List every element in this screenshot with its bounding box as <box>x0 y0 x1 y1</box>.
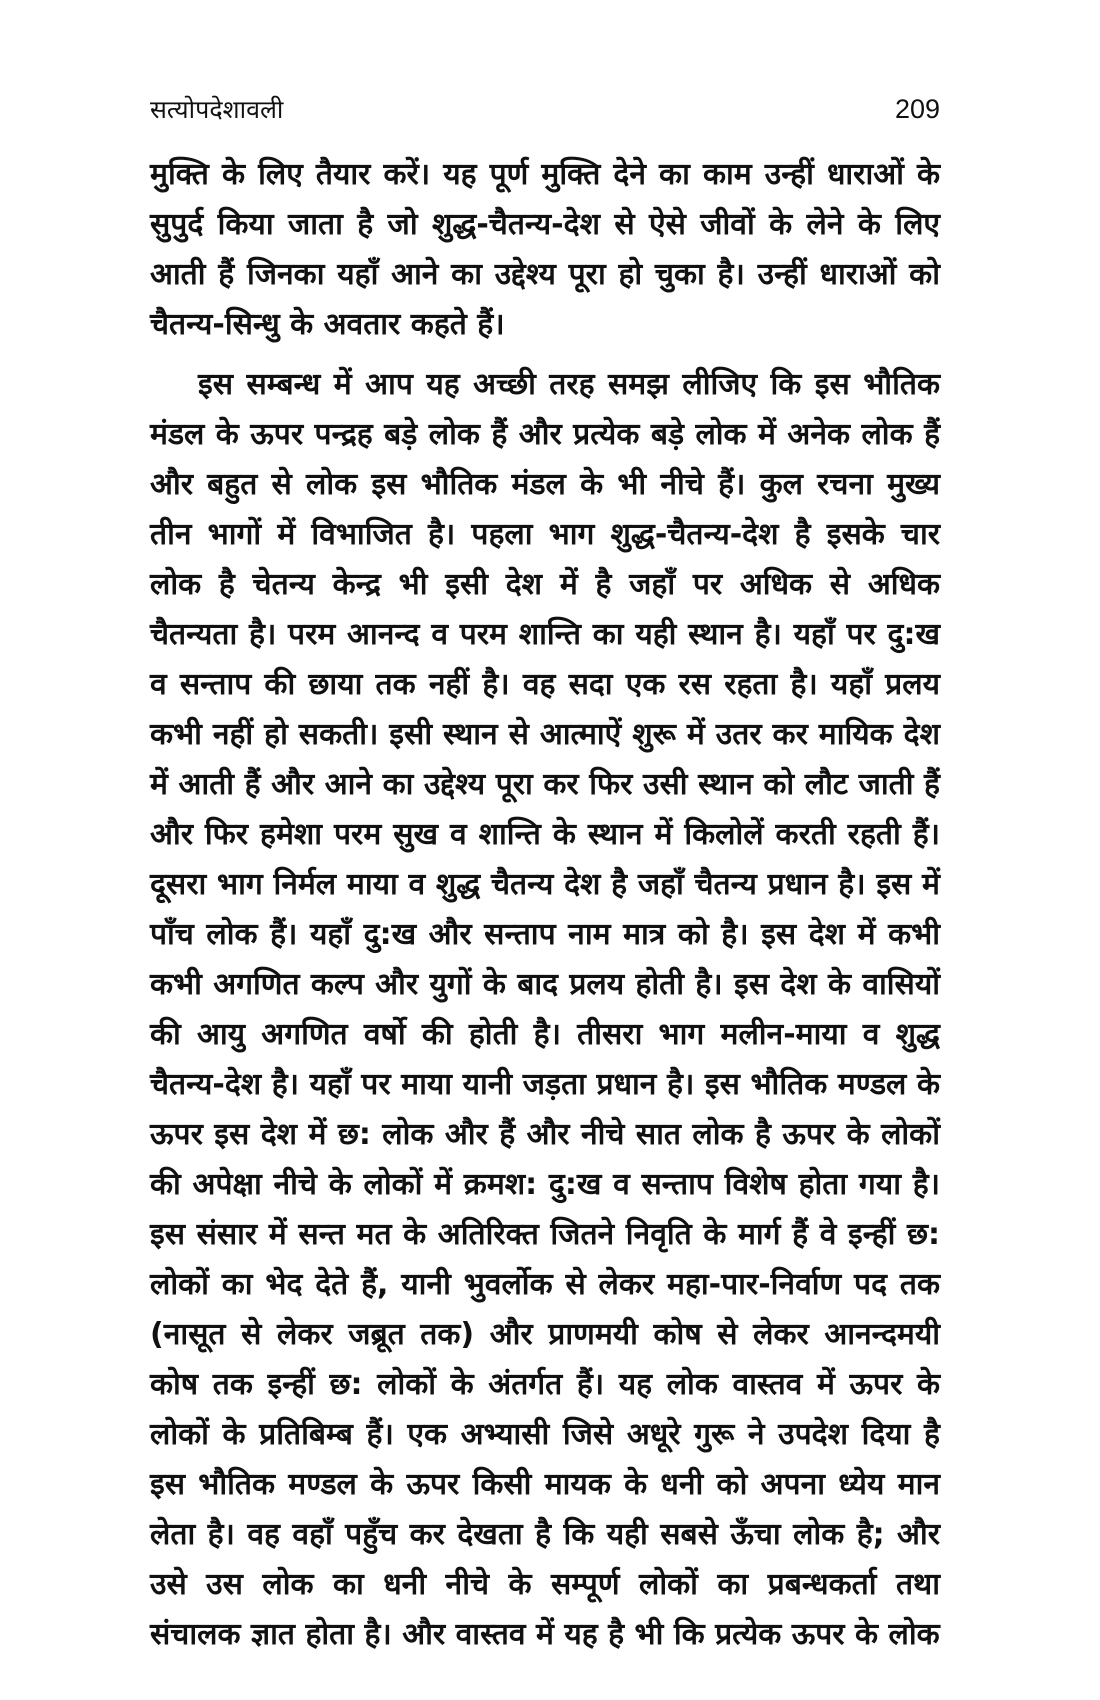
paragraph-continued: मुक्ति के लिए तैयार करें। यह पूर्ण मुक्ति देने का काम उन्हीं धाराओं के सुपुर्द किया जाता है जो शुद्ध-चैतन्य-देश से ऐसे जीवों के लेने के लिए आती हैं जिनका यहाँ आने का उद्देश्य पूरा हो चुका है। उन्हीं धाराओं को चैतन्य-सिन्धु के अवतार कहते हैं। <box>150 157 940 342</box>
book-title: सत्योपदेशावली <box>150 95 284 124</box>
paragraph: इस सम्बन्ध में आप यह अच्छी तरह समझ लीजिए कि इस भौतिक मंडल के ऊपर पन्द्रह बड़े लोक हैं और प्रत्येक बड़े लोक में अनेक लोक हैं और बहुत से लोक इस भौतिक मंडल के भी नीचे हैं। कुल रचना मुख्य तीन भागों में विभाजित है। पहला भाग शुद्ध-चैतन्य-देश है इसके चार लोक है चेतन्य केन्द्र भी इसी देश में है जहाँ पर अधिक से अधिक चैतन्यता है। परम आनन्द व परम शान्ति का यही स्थान है। यहाँ पर दु:ख व सन्ताप की छाया तक नहीं है। वह सदा एक रस रहता है। यहाँ प्रलय कभी नहीं हो सकती। इसी स्थान से आत्माऐं शुरू में उतर कर मायिक देश में आती हैं और आने का उद्देश्य पूरा कर फिर उसी स्थान को लौट जाती हैं और फिर हमेशा परम सुख व शान्ति के स्थान में किलोलें करती रहती हैं। दूसरा भाग निर्मल माया व शुद्ध चैतन्य देश है जहाँ चैतन्य प्रधान है। इस में पाँच लोक हैं। यहाँ दु:ख और सन्ताप नाम मात्र को है। इस देश में कभी कभी अगणित कल्प और युगों के बाद प्रलय होती है। इस देश के वासियों की आयु अगणित वर्षो की होती है। तीसरा भाग मलीन-माया व शुद्ध चैतन्य-देश है। यहाँ पर माया यानी जड़ता प्रधान है। इस भौतिक मण्डल के ऊपर इस देश में छ: लोक और हैं और नीचे सात लोक है ऊपर के लोकों की अपेक्षा नीचे के लोकों में क्रमश: दु:ख व सन्ताप विशेष होता गया है। इस संसार में सन्त मत के अतिरिक्त जितने निवृति के मार्ग हैं वे इन्हीं छ: लोकों का भेद देते हैं, यानी भुवर्लोक से लेकर महा-पार-निर्वाण पद तक (नासूत से लेकर जब्रूत तक) और प्राणमयी कोष से लेकर आनन्दमयी कोष तक इन्हीं छ: लोकों के अंतर्गत हैं। यह लोक वास्तव में ऊपर के लोकों के प्रतिबिम्ब हैं। एक अभ्यासी जिसे अधूरे गुरू ने उपदेश दिया है इस भौतिक मण्डल के ऊपर किसी मायक के धनी को अपना ध्येय मान लेता है। वह वहाँ पहुँच कर देखता है कि यही सबसे ऊँचा लोक है; और उसे उस लोक का धनी नीचे के सम्पूर्ण लोकों का प्रबन्धकर्ता तथा संचालक ज्ञात होता है। और वास्तव में यह है भी कि प्रत्येक ऊपर के लोक <box>150 367 940 1652</box>
body-text <box>150 150 940 1660</box>
page-number: 209 <box>894 94 940 124</box>
running-head <box>150 92 940 132</box>
